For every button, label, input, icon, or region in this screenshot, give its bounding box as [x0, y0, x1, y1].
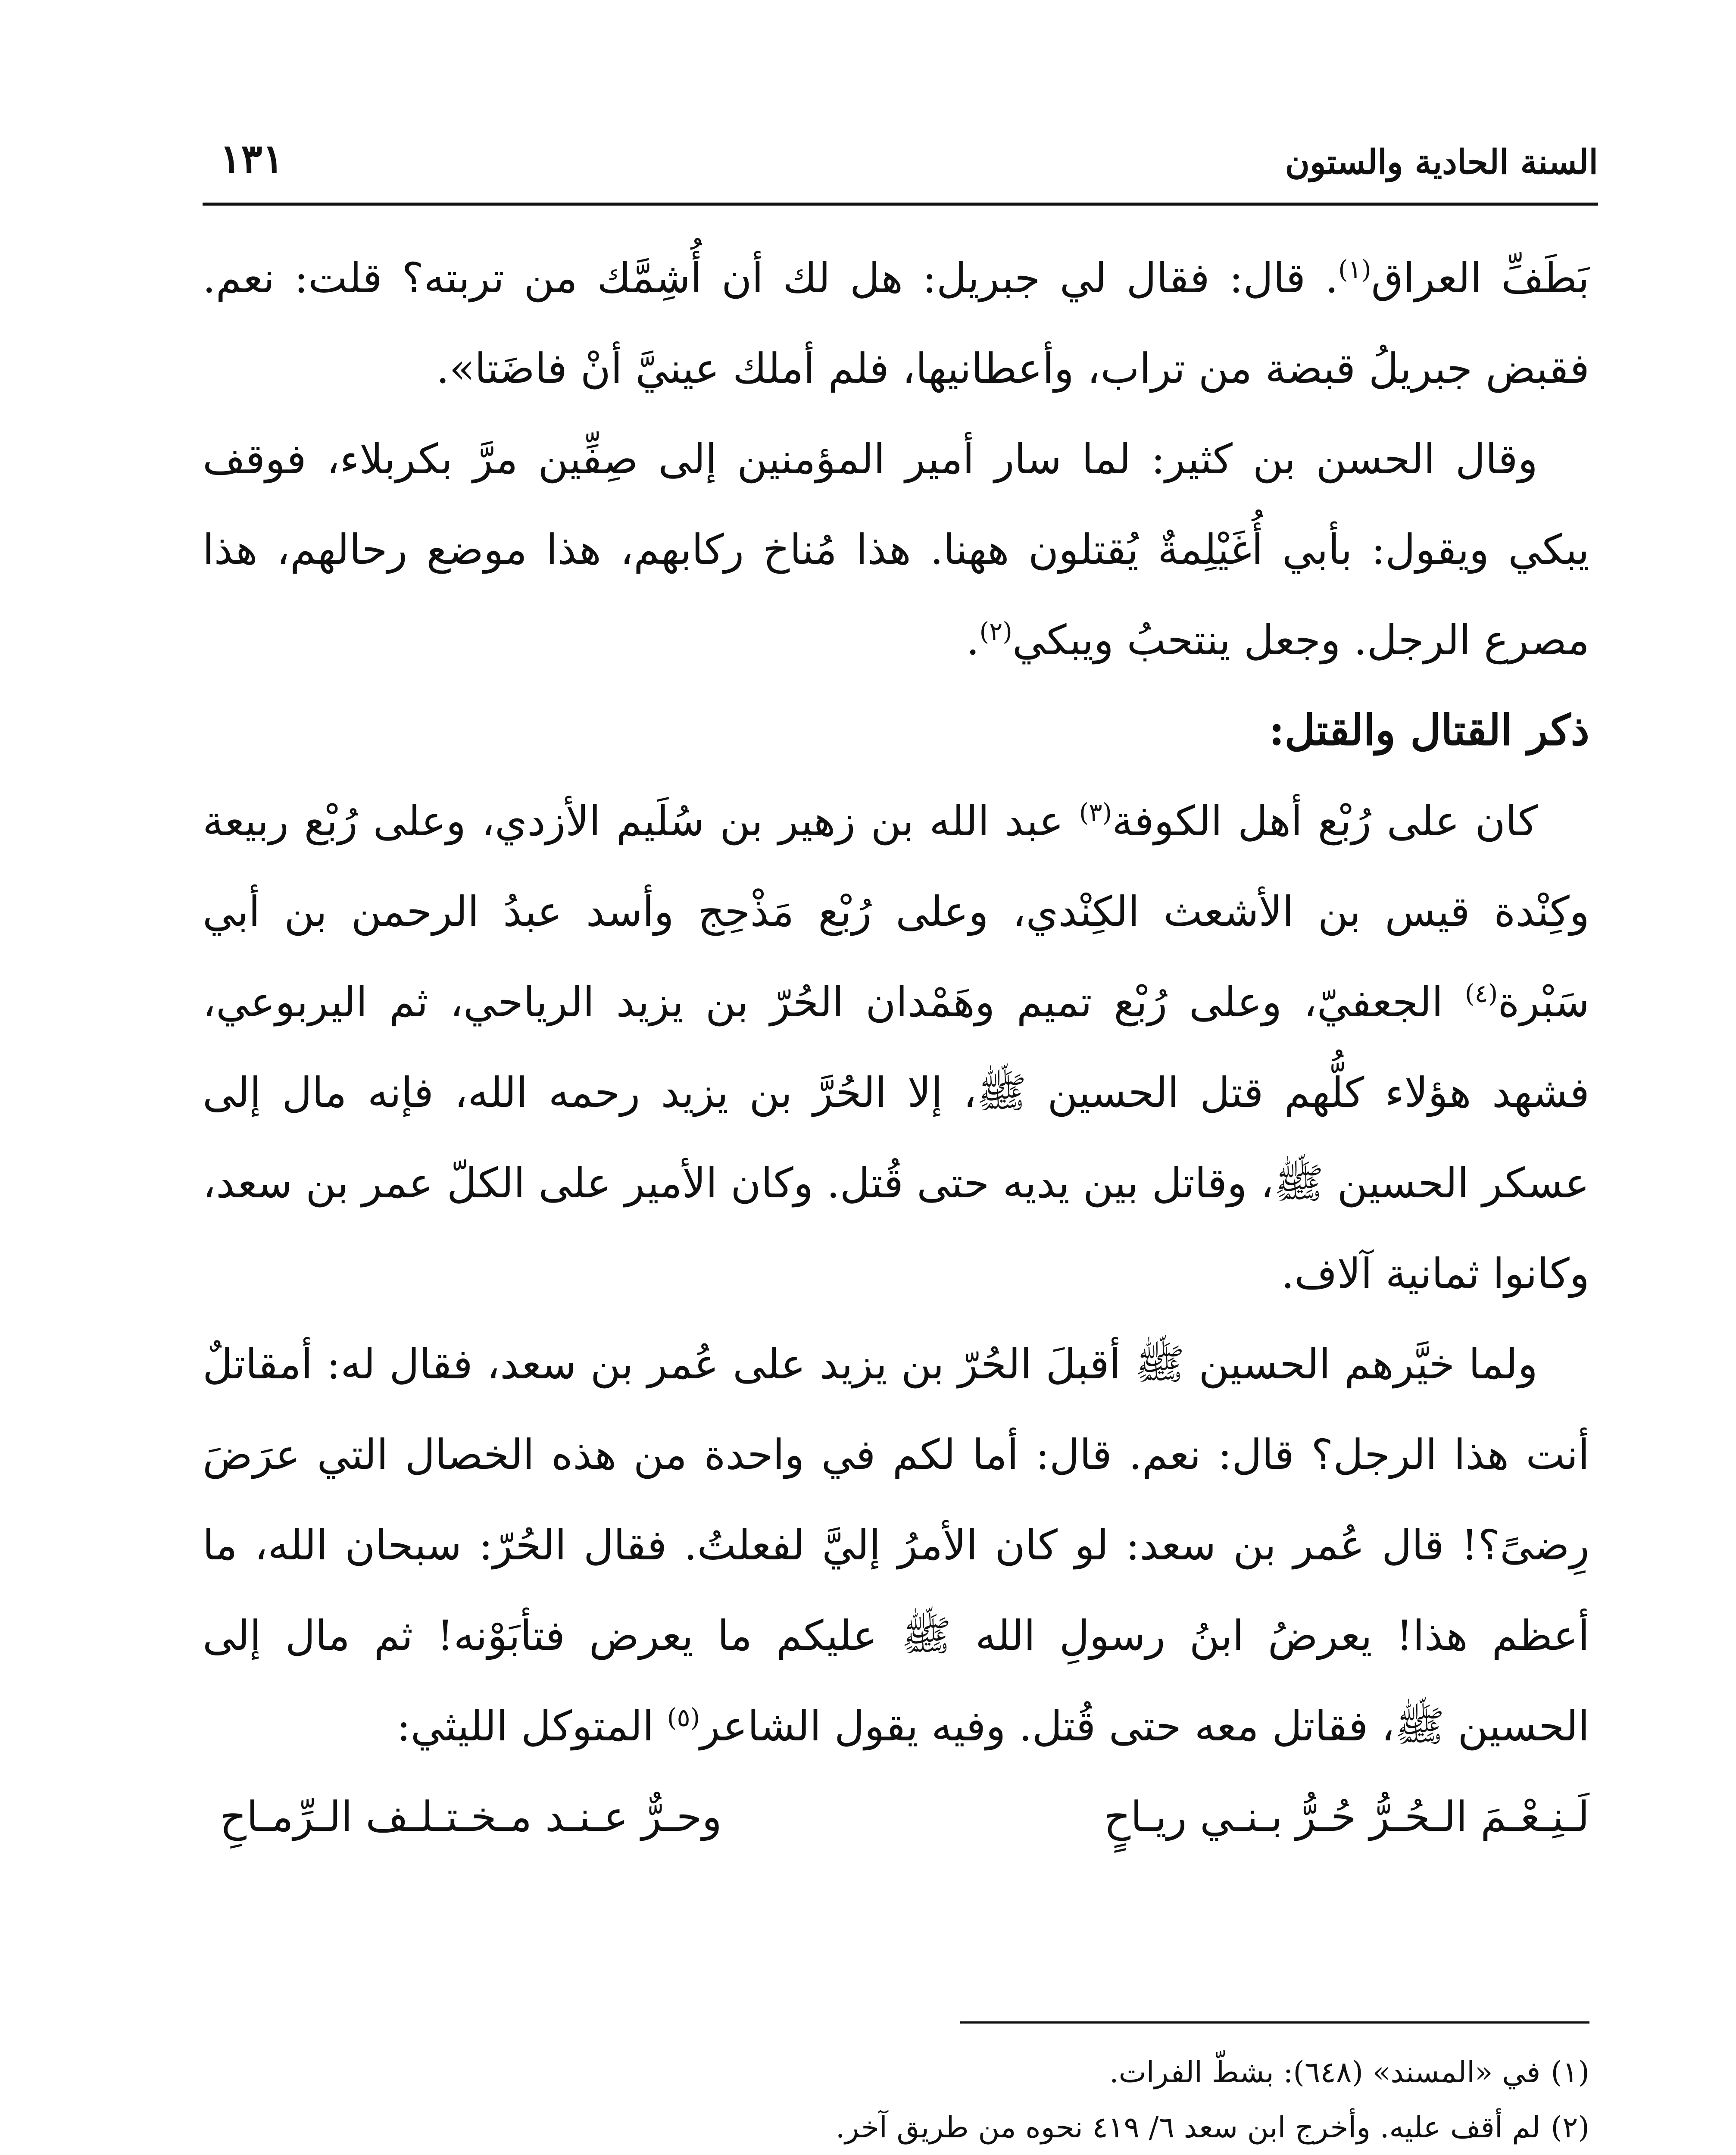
footnote-text: لم أقف عليه. وأخرج ابن سعد ٦/ ٤١٩ نحوه من طريق آخر. [835, 2111, 1541, 2145]
footnote-2 [190, 2100, 1589, 2155]
footnote-text: في «المسند» (٦٤٨): بشطّ الفرات. [1109, 2055, 1541, 2089]
section-heading: ذكر القتال والقتل: [1269, 706, 1589, 755]
paragraph-2 [203, 414, 1589, 685]
page-number: ١٣١ [220, 135, 284, 182]
poem-verse [203, 1771, 1589, 1862]
running-title: السنة الحادية والستون [1285, 143, 1598, 182]
footnote-ref-3: (٣) [1079, 798, 1112, 827]
page-header [203, 108, 1598, 190]
footnote-ref-2: (٢) [979, 617, 1012, 646]
paragraph-4-text-b: المتوكل الليثي: [397, 1702, 667, 1750]
paragraph-1-text-a: بَطَفِّ العراق [1371, 254, 1589, 302]
footnote-ref-5: (٥) [667, 1703, 700, 1732]
header-rule [203, 203, 1598, 206]
paragraph-1 [203, 233, 1589, 414]
footnote-ref-4: (٤) [1464, 979, 1498, 1008]
paragraph-4-text-a: ولما خيَّرهم الحسين ﷺ أقبلَ الحُرّ بن يزيد على عُمر بن سعد، فقال له: أمقاتلٌ أنت هذا الرجل؟ قال: نعم. قال: أما لكم في واحدة من هذه الخصال التي عرَضَ رِضىً؟! قال عُمر بن سعد: لو كان الأمرُ إليَّ لفعلتُ. فقال الحُرّ: سبحان الله، ما أعظم هذا! يعرضُ ابنُ رسولِ الله ﷺ عليكم ما يعرض فتأبَوْنه! ثم مال إلى الحسين ﷺ، فقاتل معه حتى قُتل. وفيه يقول الشاعر [203, 1340, 1590, 1750]
footnote-marker: (١) [1551, 2055, 1589, 2089]
paragraph-2-text-b: . [966, 616, 980, 664]
footnote-rule [960, 2021, 1589, 2024]
paragraph-3-text-c: الجعفيّ، وعلى رُبْع تميم وهَمْدان الحُرّ بن يزيد الرياحي، ثم اليربوعي، فشهد هؤلاء كلُّهم قتل الحسين ﷺ، إلا الحُرَّ بن يزيد رحمه الله، فإنه مال إلى عسكر الحسين ﷺ، وقاتل بين يديه حتى قُتل. وكان الأمير على الكلّ عمر بن سعد، وكانوا ثمانية آلاف. [203, 978, 1590, 1298]
paragraph-2-text-a: وقال الحسن بن كثير: لما سار أمير المؤمنين إلى صِفِّين مرَّ بكربلاء، فوقف يبكي ويقول: بأبي أُغَيْلِمةٌ يُقتلون ههنا. هذا مُناخ ركابهم، هذا موضع رحالهم، هذا مصرع الرجل. وجعل ينتحبُ ويبكي [203, 435, 1589, 664]
footnote-marker: (٢) [1551, 2111, 1589, 2145]
paragraph-4 [203, 1319, 1589, 1771]
body-text [203, 233, 1589, 1862]
footnote-ref-1: (١) [1338, 255, 1371, 284]
footnote-1 [190, 2045, 1589, 2100]
poem-second-hemistich: وحـرٌّ عـنـد مـخـتـلـف الـرِّمـاحِ [220, 1793, 722, 1841]
paragraph-3-text-b: عبد الله بن زهير بن سُلَيم الأزدي، وعلى رُبْع ربيعة وكِنْدة قيس بن الأشعث الكِنْدي، وعلى رُبْع مَذْحِج وأسد عبدُ الرحمن بن أبي سَبْرة [203, 797, 1589, 1026]
paragraph-3-text-a: كان على رُبْع أهل الكوفة [1112, 797, 1538, 845]
poem-first-hemistich: لَـنِـعْـمَ الـحُـرُّ حُـرُّ بـنـي ريـاحٍ [1104, 1793, 1589, 1841]
paragraph-1-text-b: . قال: فقال لي جبريل: هل لك أن أُشِمَّك من تربته؟ قلت: نعم. فقبض جبريلُ قبضة من تراب، وأعطانيها، فلم أملك عينيَّ أنْ فاضَتا». [203, 254, 1589, 393]
paragraph-3 [203, 776, 1589, 1319]
footnotes [190, 2045, 1589, 2155]
